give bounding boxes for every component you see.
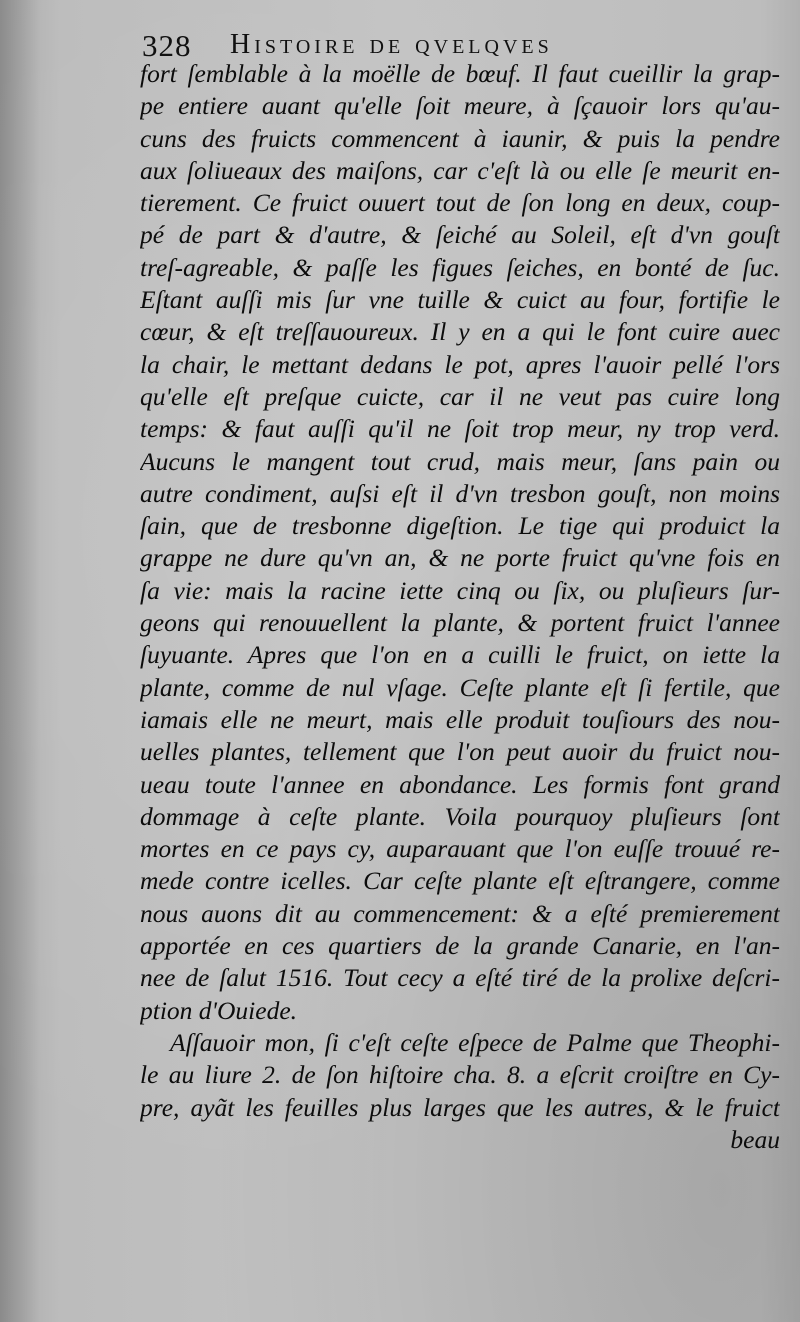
text-line: geons qui renouuellent la plante, & portent fruict l'annee [140,608,780,638]
text-line: temps: & faut auſſi qu'il ne ſoit trop meur, ny trop verd. [140,414,780,444]
text-line: ſain, que de tresbonne digeſtion. Le tige qui produict la [140,511,780,541]
text-line: ſa vie: mais la racine iette cinq ou ſix, ou pluſieurs ſur- [140,575,780,605]
text-line: pe entiere auant qu'elle ſoit meure, à ſçauoir lors qu'au- [140,91,780,121]
gutter-shadow [0,0,40,1322]
text-line: treſ-agreable, & paſſe les figues ſeiches, en bonté de ſuc. [140,252,780,282]
text-line: aux ſoliueaux des maiſons, car c'eſt là ou elle ſe meurit en- [140,155,780,185]
text-line: la chair, le mettant dedans le pot, apres l'auoir pellé l'ors [140,349,780,379]
text-line: ueau toute l'annee en abondance. Les formis font grand [140,769,780,799]
text-line: pé de part & d'autre, & ſeiché au Soleil, eſt d'vn gouſt [140,220,780,250]
text-line: pre, ayãt les feuilles plus larges que les autres, & le fruict [140,1092,780,1122]
text-line: ption d'Ouiede. [140,995,298,1025]
text-line: ſuyuante. Apres que l'on en a cuilli le fruict, on iette la [140,640,780,670]
running-title: Histoire de qvelqves [230,29,553,60]
text-line: cœur, & eſt treſſauoureux. Il y en a qui le font cuire auec [140,317,780,347]
text-line: mede contre icelles. Car ceſte plante eſt eſtrangere, comme [140,866,780,896]
text-line: plante, comme de nul vſage. Ceſte plante eſt ſi fertile, que [140,672,780,702]
catchword: beau [730,1124,780,1154]
page-number: 328 [142,28,192,63]
text-line: Aucuns le mangent tout crud, mais meur, ſans pain ou [140,446,780,476]
text-line: cuns des fruicts commencent à iaunir, & puis la pendre [140,123,780,153]
text-line: nous auons dit au commencement: & a eſté premierement [140,898,780,928]
body-text [140,58,780,1156]
text-line: Aſſauoir mon, ſi c'eſt ceſte eſpece de Palme que Theophi- [170,1027,780,1057]
text-line: grappe ne dure qu'vn an, & ne porte fruict qu'vne fois en [140,543,780,573]
text-line: autre condiment, auſsi eſt il d'vn tresbon gouſt, non moins [140,478,780,508]
text-line: uelles plantes, tellement que l'on peut auoir du fruict nou- [140,737,780,767]
text-line: nee de ſalut 1516. Tout cecy a eſté tiré de la prolixe deſcri- [140,963,780,993]
text-line: dommage à ceſte plante. Voila pourquoy pluſieurs ſont [140,801,780,831]
text-line: le au liure 2. de ſon hiſtoire cha. 8. a eſcrit croiſtre en Cy- [140,1060,780,1090]
text-line: apportée en ces quartiers de la grande Canarie, en l'an- [140,931,780,961]
text-line: mortes en ce pays cy, auparauant que l'on euſſe trouué re- [140,834,780,864]
text-line: qu'elle eſt preſque cuicte, car il ne veut pas cuire long [140,381,780,411]
text-line: iamais elle ne meurt, mais elle produit touſiours des nou- [140,704,780,734]
text-line: tierement. Ce fruict ouuert tout de ſon long en deux, coup- [140,188,780,218]
text-line: fort ſemblable à la moëlle de bœuf. Il faut cueillir la grap- [140,59,780,88]
text-line: Eſtant auſſi mis ſur vne tuille & cuict au four, fortifie le [140,285,780,315]
